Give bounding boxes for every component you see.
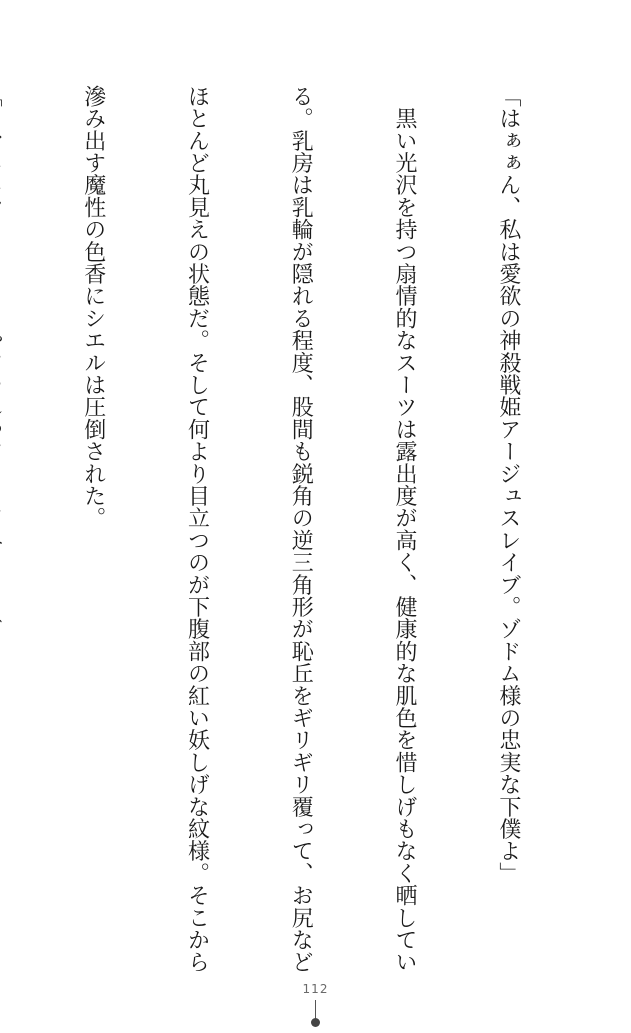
text-line: 「はぁぁん、私は愛欲の神殺戦姫アージュスレイブ。ゾドム様の忠実な下僕よ」 bbox=[495, 85, 521, 885]
text-line: 滲み出す魔性の色香にシエルは圧倒された。 bbox=[80, 85, 106, 529]
text-line: ほとんど丸見えの状態だ。そして何より目立つのが下腹部の紅い妖しげな紋様。そこから bbox=[184, 85, 210, 973]
page-number: 112 bbox=[302, 982, 329, 996]
text-line: る。乳房は乳輪が隠れる程度、股間も鋭角の逆三角形が恥丘をギリギリ覆って、お尻など bbox=[288, 85, 314, 973]
novel-text-body bbox=[0, 85, 594, 973]
footer-dot-icon bbox=[311, 1018, 320, 1027]
text-line: 黒い光沢を持つ扇情的なスーツは露出度が高く、健康的な肌色を惜しげもなく晒してい bbox=[392, 85, 418, 973]
text-line bbox=[0, 85, 6, 945]
